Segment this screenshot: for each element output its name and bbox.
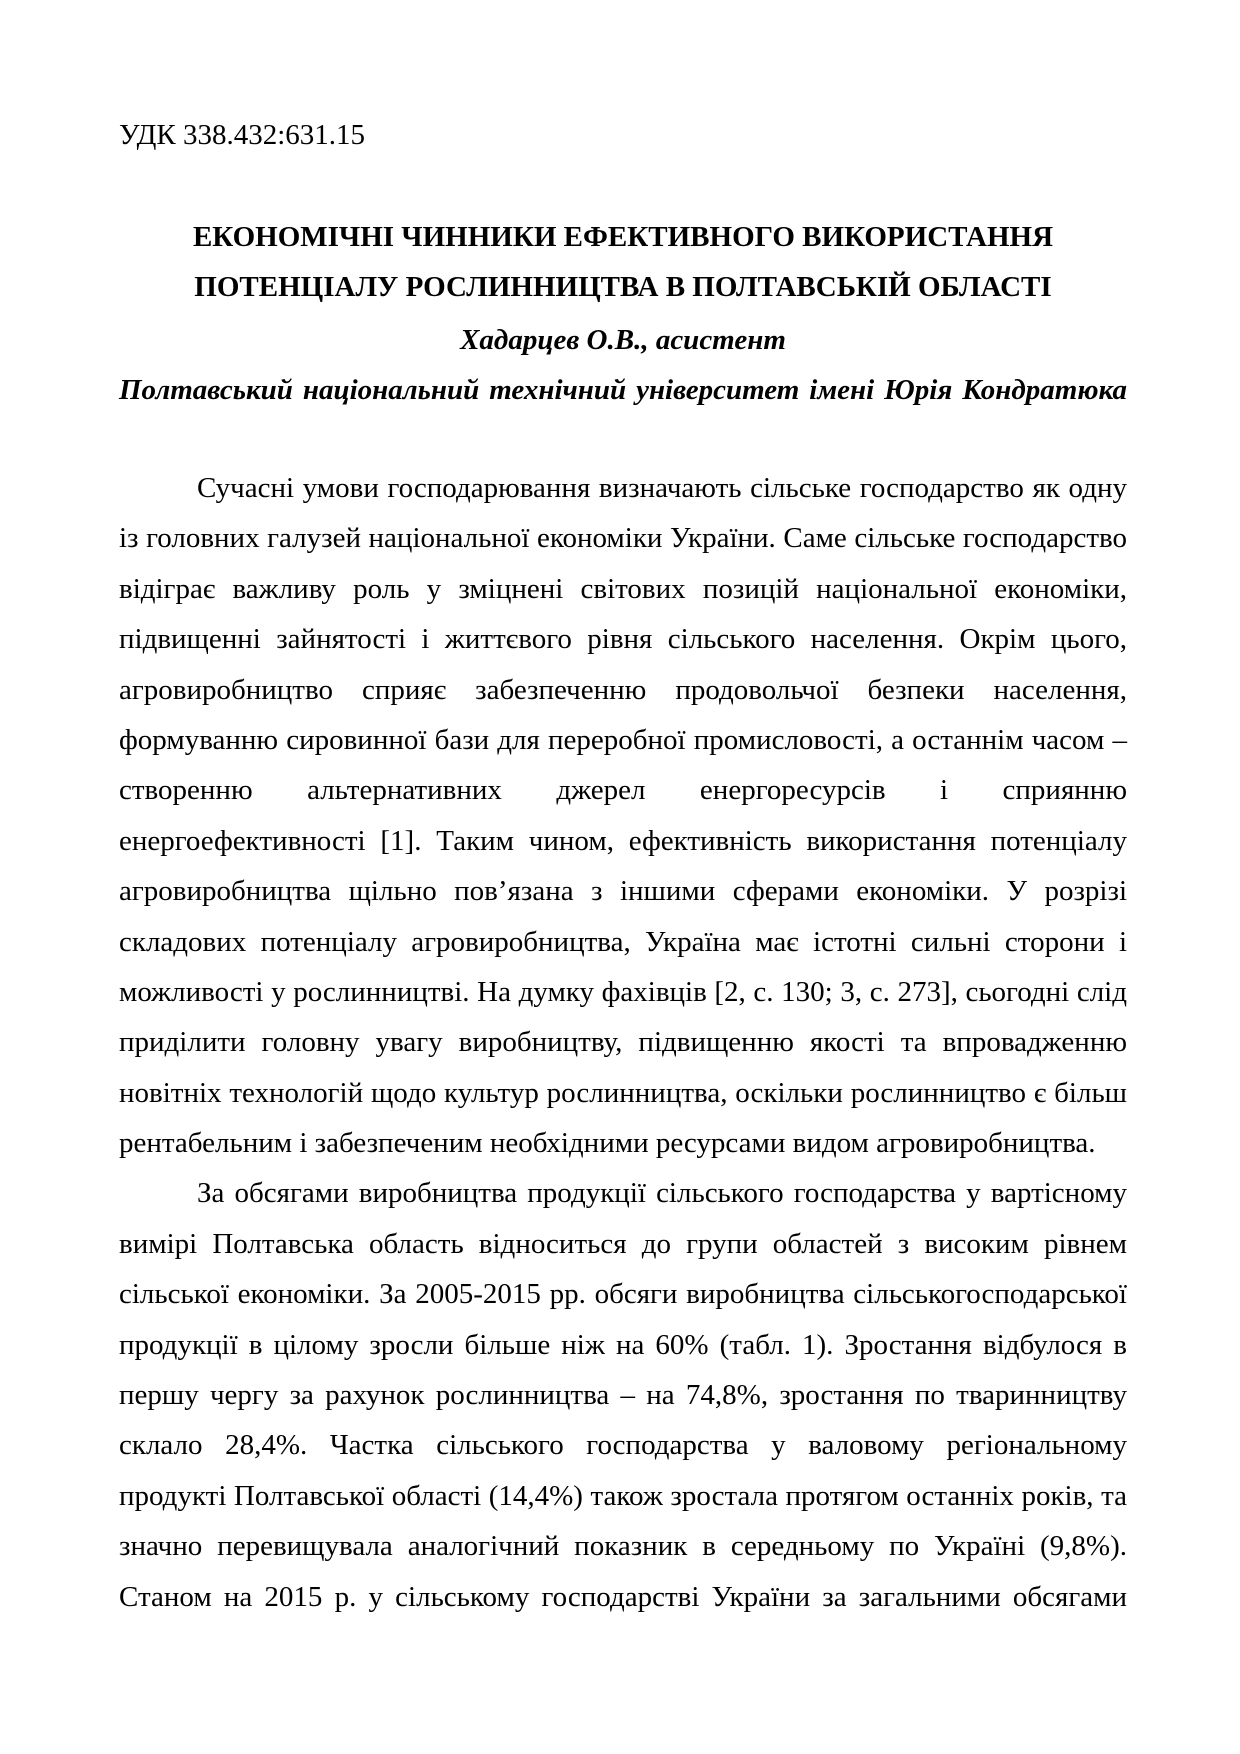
text-line: агровиробництво сприяє забезпеченню продовольчої безпеки населення, [119,673,1127,706]
text-line: можливості у рослинництві. На думку фахівців [2, с. 130; 3, с. 273], сьогодні слід [119,975,1127,1008]
udk-code: УДК 338.432:631.15 [119,119,366,151]
article-title [119,212,1127,313]
text-line: рентабельним і забезпеченим необхідними ресурсами видом агровиробництва. [119,1127,1096,1160]
title-line-2: ПОТЕНЦІАЛУ РОСЛИННИЦТВА В ПОЛТАВСЬКІЙ ОБЛАСТІ [194,271,1052,304]
text-line: першу чергу за рахунок рослинництва – на 74,8%, зростання по тваринництву [119,1379,1127,1412]
text-line: сільської економіки. За 2005-2015 рр. обсяги виробництва сільськогосподарської [119,1278,1127,1311]
text-line: із головних галузей національної економіки України. Саме сільське господарство [119,522,1127,555]
title-line-1: ЕКОНОМІЧНІ ЧИННИКИ ЕФЕКТИВНОГО ВИКОРИСТАННЯ [192,221,1054,253]
text-line: агровиробництва щільно пов’язана з іншими сферами економіки. У розрізі [119,875,1127,908]
text-line: приділити головну увагу виробництву, підвищенню якості та впровадженню [119,1026,1127,1059]
text-line: формуванню сировинної бази для переробної промисловості, а останнім часом – [119,723,1127,756]
text-line: складових потенціалу агровиробництва, Україна має істотні сильні сторони і [119,925,1127,958]
text-line: Сучасні умови господарювання визначають сільське господарство як одну [197,472,1127,504]
text-line: відіграє важливу роль у зміцнені світових позицій національної економіки, [119,572,1127,605]
text-line: підвищенні зайнятості і життєвого рівня сільського населення. Окрім цього, [119,623,1127,656]
paragraph [119,463,1127,1168]
author: Хадарцев О.В., асистент [460,324,786,356]
paragraph [119,1168,1127,1622]
text-line: значно перевищувала аналогічний показник в середньому по Україні (9,8%). [119,1530,1127,1563]
text-line: вимірі Полтавська область відноситься до групи областей з високим рівнем [119,1227,1127,1260]
affiliation: Полтавський національний технічний університет імені Юрія Кондратюка [119,374,1127,406]
text-line: Станом на 2015 р. у сільському господарстві України за загальними обсягами [119,1580,1127,1613]
text-line: продукті Полтавської області (14,4%) також зростала протягом останніх років, та [119,1479,1127,1512]
text-line: створенню альтернативних джерел енергоресурсів і сприянню [119,774,1127,807]
text-line: За обсягами виробництва продукції сільського господарства у вартісному [197,1177,1127,1210]
text-line: новітніх технологій щодо культур рослинництва, оскільки рослинництво є більш [119,1076,1127,1109]
text-line: енергоефективності [1]. Таким чином, ефективність використання потенціалу [119,824,1127,857]
text-line: склало 28,4%. Частка сільського господарства у валовому регіональному [119,1429,1127,1462]
article-body [119,463,1127,1622]
text-line: продукції в цілому зросли більше ніж на 60% (табл. 1). Зростання відбулося в [119,1328,1127,1361]
